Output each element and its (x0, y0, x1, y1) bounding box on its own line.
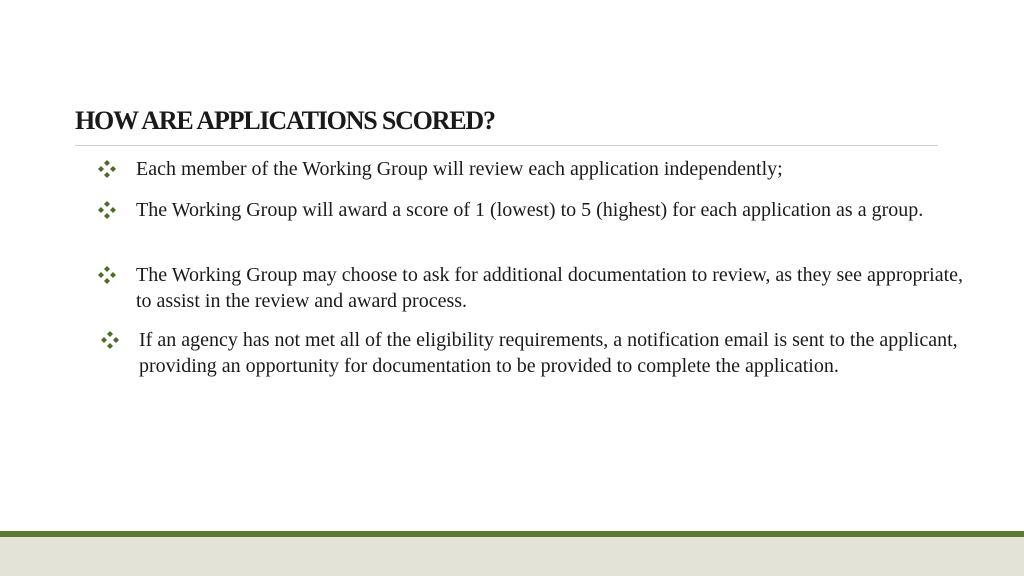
diamond-bullet-icon (101, 331, 119, 349)
slide-title: HOW ARE APPLICATIONS SCORED? (75, 106, 495, 135)
title-divider (75, 145, 938, 146)
footer-band (0, 537, 1024, 576)
bullet-text: The Working Group may choose to ask for additional documentation to review, as they see appropriate, to assist in the review and award process. (136, 264, 964, 312)
bullet-text: The Working Group will award a score of 1 (lowest) to 5 (highest) for each application as a group. (136, 199, 924, 221)
bullet-text: If an agency has not met all of the eligibility requirements, a notification email is sent to the applicant, providing an opportunity for documentation to be provided to complete the application. (139, 329, 958, 377)
diamond-bullet-icon (98, 201, 116, 219)
bullet-text: Each member of the Working Group will review each application independently; (136, 158, 783, 180)
diamond-bullet-icon (98, 160, 116, 178)
diamond-bullet-icon (98, 266, 116, 284)
